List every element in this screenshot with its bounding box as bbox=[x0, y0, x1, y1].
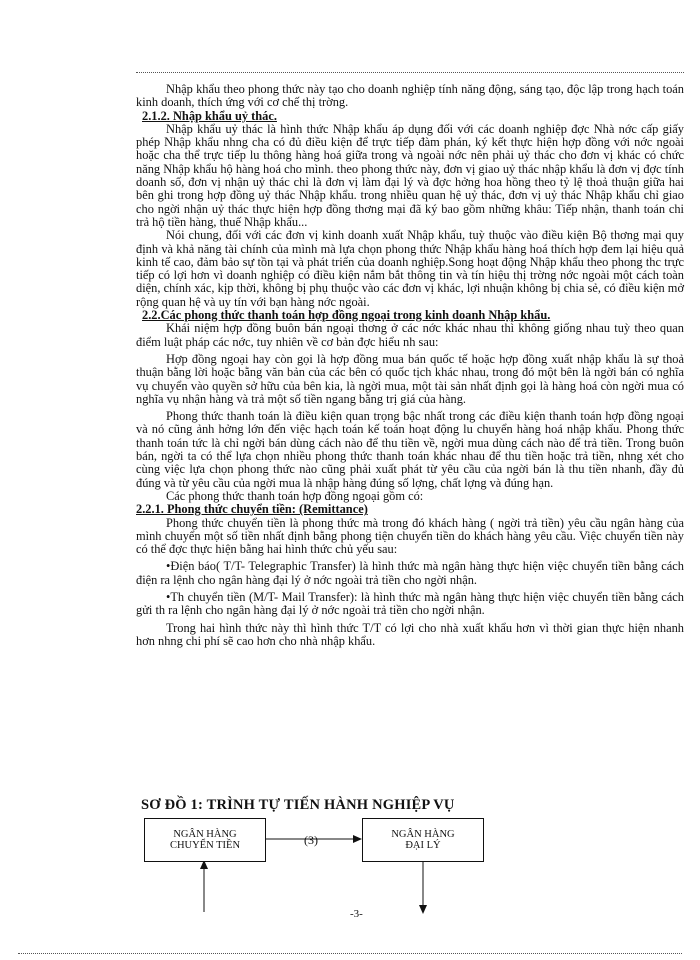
paragraph-hop-dong: Hợp đồng ngoại hay còn gọi là hợp đồng mua bán quốc tế hoặc hợp đồng xuất nhập khẩu là sự thoả thuận bằng lời hoặc bằng văn bản của các bên có quốc tịch khác nhau, trong đó một bên là ngời bán có nghĩa vụ chuyển vào quyền sở hữu của bên kia, là ngời mua, một tài sản nhất định gọi là hàng hoá còn ngời mua có nghĩa vụ nhận hàng và trả một số tiền ngang bằng trị giá của hàng. bbox=[136, 351, 684, 406]
bullet-mail-transfer: •Th chuyển tiền (M/T- Mail Transfer): là hình thức mà ngân hàng thực hiện việc chuyển tiền bằng cách gửi th ra lệnh cho ngân hàng đại lý ở nớc ngoài trả tiền cho ngời nhận. bbox=[136, 589, 684, 618]
heading-2-2-1: 2.2.1. Phong thức chuyển tiền: (Remittance) bbox=[136, 502, 368, 517]
page-number: -3- bbox=[350, 908, 363, 920]
paragraph-intro: Nhập khẩu theo phong thức này tạo cho doanh nghiệp tính năng động, sáng tạo, độc lập trong hạch toán kinh doanh, thích ứng với cơ chế thị trờng. bbox=[136, 82, 684, 110]
heading-2-1-2: 2.1.2. Nhập khẩu uỷ thác. bbox=[142, 108, 277, 123]
paragraph-trong-hai: Trong hai hình thức này thì hình thức T/T có lợi cho nhà xuất khẩu hơn vì thời gian thực hiện nhanh hơn nhng chi phí sẽ cao hơn cho nhà nhập khẩu. bbox=[136, 620, 684, 648]
box-ngan-hang-chuyen-tien bbox=[144, 818, 266, 862]
box-ngan-hang-dai-ly bbox=[362, 818, 484, 862]
paragraph-chuyen-tien: Phong thức chuyển tiền là phong thức mà trong đó khách hàng ( ngời trả tiền) yêu cầu ngân hàng của mình chuyển một số tiền nhất định bằng phong tiện chuyển tiền do khách hàng yêu cầu. Việc chuyển tiền này có thể đợc thực hiện bằng hai hình thức chủ yếu sau: bbox=[136, 515, 684, 557]
box2-line2: ĐẠI LÝ bbox=[405, 840, 441, 851]
bullet-telegraphic-transfer: •Điện báo( T/T- Telegraphic Transfer) là hình thức mà ngân hàng thực hiện việc chuyển tiền bằng cách điện ra lệnh cho ngân hàng đại lý ở nớc ngoài trả tiền cho ngời nhận. bbox=[136, 559, 684, 587]
diagram-title: SƠ ĐỒ 1: TRÌNH TỰ TIẾN HÀNH NGHIỆP VỤ bbox=[141, 797, 455, 813]
paragraph-noi-chung: Nói chung, đối với các đơn vị kinh doanh xuất Nhập khẩu, tuỳ thuộc vào điều kiện Bộ thơng mại quy định và khả năng tài chính của mình mà lựa chọn phong thức Nhập khẩu hàng hoá thích hợp đem lại hiệu quả kinh tế cao, đảm bảo sự tồn tại và phát triển của doanh nghiệp.Song hoạt động Nhập khẩu theo phong thc trực tiếp có lợi hơn vì doanh nghiệp có điều kiện nắm bắt thông tin và tín hiệu thị trờng nớc ngoài một cách toàn diện, chính xác, kịp thời, không bị phụ thuộc vào các đơn vị khác, lợi nhuận không bị chia sẻ, có điều kiện mở rộng quan hệ và uy tín với bạn hàng nớc ngoài. bbox=[136, 228, 684, 309]
box1-line2: CHUYỂN TIỀN bbox=[169, 840, 241, 851]
arrow-down-head bbox=[419, 905, 427, 914]
connector-label: (3) bbox=[304, 833, 318, 847]
paragraph-uy-thac: Nhập khẩu uỷ thác là hình thức Nhập khẩu áp dụng đối với các doanh nghiệp đợc Nhà nớc cấp giấy phép Nhập khẩu nhng cha có đủ điều kiện để trực tiếp đàm phán, ký kết thực hiện hợp đồng với nớc ngoài hoặc cha thể trực tiếp lu thông hàng hoá giữa trong và ngoài nớc nên phải uỷ thác cho đơn vị khác có chức năng Nhập khẩu hộ hàng hoá cho mình. theo phong thức này, đơn vị giao uỷ thác nhập khẩu là đơn vị đợc tính doanh số, đơn vị nhận uỷ thác chỉ là đơn vị làm đại lý và đợc hởng hoa hồng theo tỷ lệ thoả thuận giữa hai bên ghi trong hợp đồng uỷ thác Nhập khẩu. trong nhiều quan hệ uỷ thác, đơn vị uỷ thác Nhập khẩu chỉ giao cho ngời nhận uỷ thác thực hiện hợp đồng thơng mại đã ký bao gồm những khâu: Tiếp nhận, thanh toán chi trả hộ tiền hàng, thuế Nhập khẩu... bbox=[136, 121, 684, 229]
paragraph-phong-thuc: Phong thức thanh toán là điều kiện quan trọng bậc nhất trong các điều kiện thanh toán hợp đồng ngoại và nó cũng ảnh hởng lớn đến việc hạch toán kế toán hoạt động lu chuyển hàng hoá nhập khẩu. Phong thức thanh toán tức là chỉ ngời bán dùng cách nào để thu tiền về, ngời mua dùng cách nào để trả tiền. Trong buôn bán, ngời ta có thể lựa chọn nhiều phong thức thanh toán khác nhau để thu tiền hoặc trả tiền, nhng xét cho cùng việc lựa chọn phong thức nào cũng phải xuất phát từ yêu cầu của ngời bán là thu tiền nhanh, đầy đủ đúng và từ yêu cầu của ngời mua là nhập hàng đúng số lợng, chất lợng và đúng hạn. bbox=[136, 409, 684, 490]
connector-arrowhead bbox=[353, 835, 362, 843]
box2-line1: NGÂN HÀNG bbox=[391, 829, 455, 840]
paragraph-cac-phong-thuc: Các phong thức thanh toán hợp đồng ngoại gồm có: bbox=[166, 488, 424, 503]
paragraph-khai-niem: Khái niệm hợp đồng buôn bán ngoại thơng ở các nớc khác nhau thì không giống nhau tuỳ theo quan điểm luật pháp các nớc, tuy nhiên về cơ bản đợc hiểu nh sau: bbox=[136, 321, 684, 349]
box1-line1: NGÂN HÀNG bbox=[173, 829, 237, 840]
heading-2-2: 2.2.Các phong thức thanh toán hợp đồng ngoại trong kinh doanh Nhập khẩu. bbox=[142, 308, 551, 323]
bottom-dotted-rule bbox=[18, 953, 682, 954]
